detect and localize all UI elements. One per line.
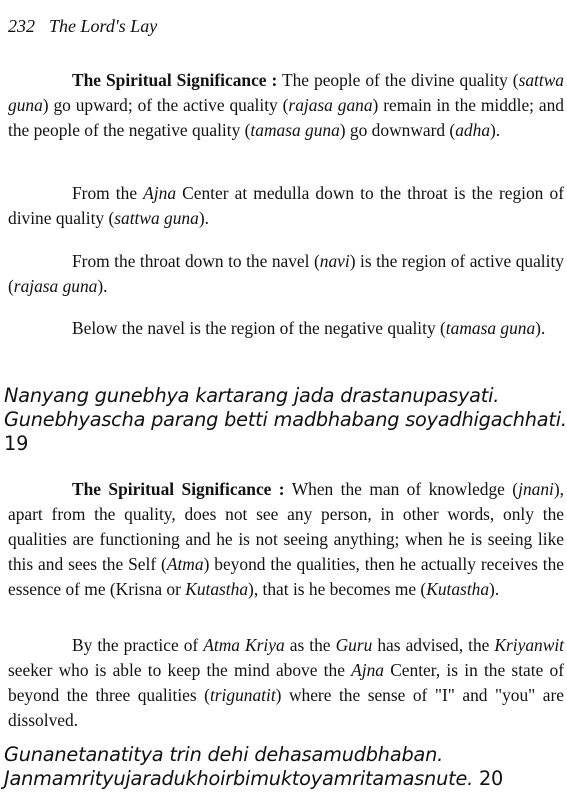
verse-number: 20 (478, 767, 504, 790)
running-header (8, 16, 157, 37)
section-heading: The Spiritual Significance : (72, 70, 278, 90)
section-heading: The Spiritual Significance : (72, 479, 285, 499)
verse-line: Gunanetanatitya trin dehi dehasamudbhaban. (4, 743, 444, 766)
paragraph-spiritual-significance-1: The Spiritual Significance : The people of the divine quality (sattwa guna) go upward; of the active quality (rajasa gana) remain in the middle; and the people of the negative quality (tamasa guna) go downward (adha). (8, 70, 564, 140)
book-title: The Lord's Lay (49, 16, 158, 36)
paragraph-ajna-center: From the Ajna Center at medulla down to the throat is the region of divine quality (sattwa guna). (8, 183, 564, 228)
verse-line: Nanyang gunebhya kartarang jada drastanupasyati. (4, 384, 500, 407)
verse-19 (4, 384, 567, 456)
verse-line: Gunebhyascha parang betti madbhabang soyadhigachhati. (4, 408, 567, 431)
page-number: 232 (8, 16, 35, 36)
verse-number: 19 (4, 432, 29, 455)
paragraph-spiritual-significance-2: The Spiritual Significance : When the man of knowledge (jnani), apart from the quality, does not see any person, in other words, only the qualities are functioning and he is not seeing anything; when he is seeing like this and sees the Self (Atma) beyond the qualities, then he actually receives the essence of me (Krisna or Kutastha), that is he becomes me (Kutastha). (8, 479, 564, 599)
paragraph-below-navel: Below the navel is the region of the negative quality (tamasa guna). (72, 318, 546, 338)
paragraph-throat-navel: From the throat down to the navel (navi) is the region of active quality (rajasa guna). (8, 251, 564, 296)
verse-line: Janmamrityujaradukhoirbimuktoyamritamasnute. 20 (4, 767, 504, 790)
verse-20 (4, 743, 564, 791)
paragraph-atma-kriya: By the practice of Atma Kriya as the Guru has advised, the Kriyanwit seeker who is able to keep the mind above the Ajna Center, is in the state of beyond the three qualities (trigunatit) where the sense of "I" and "you" are dissolved. (8, 635, 564, 730)
